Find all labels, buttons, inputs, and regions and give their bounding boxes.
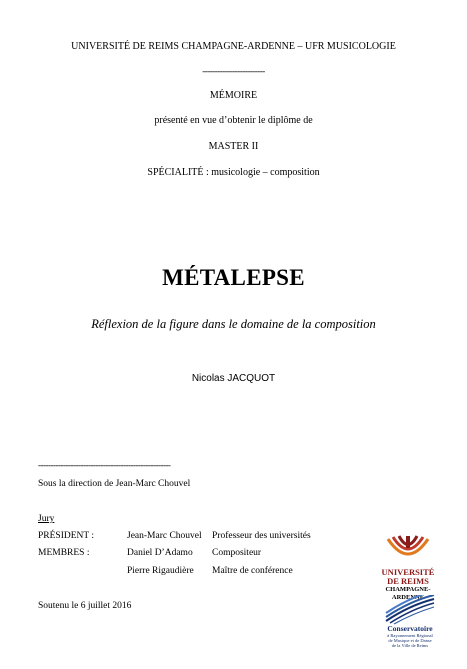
university-logo: [380, 535, 436, 601]
document-title: MÉTALEPSE: [162, 265, 305, 290]
thesis-type: MÉMOIRE: [209, 90, 258, 101]
jury-role-members: MEMBRES :: [38, 548, 90, 558]
thesis-speciality: SPÉCIALITÉ : musicologie – composition: [147, 167, 320, 178]
jury-name-member-1: Daniel D’Adamo: [127, 548, 193, 558]
defense-date: Soutenu le 6 juillet 2016: [38, 601, 132, 611]
university-emblem-icon: [380, 535, 436, 567]
conservatoire-line2: à Rayonnement Régional: [387, 633, 433, 638]
university-logo-line2: DE REIMS: [387, 576, 429, 586]
jury-role-president: PRÉSIDENT :: [38, 531, 95, 541]
jury-function-member-1: Compositeur: [212, 548, 262, 558]
direction-separator: -----------------------------------------------------: [38, 460, 171, 470]
university-logo-line1: UNIVERSITÉ: [381, 567, 435, 577]
thesis-degree: MASTER II: [208, 141, 259, 152]
jury-name-member-2: Pierre Rigaudière: [127, 566, 194, 576]
conservatoire-waves-icon: [380, 595, 440, 625]
jury-name-president: Jean-Marc Chouvel: [127, 531, 202, 541]
author-name: Nicolas JACQUOT: [191, 373, 276, 384]
university-logo-line3: CHAMPAGNE-ARDENNE: [385, 586, 431, 601]
jury-function-member-2: Maître de conférence: [212, 566, 293, 576]
conservatoire-line4: de la Ville de Reims: [391, 643, 429, 648]
conservatoire-name: Conservatoire: [387, 624, 433, 633]
jury-title: Jury: [38, 514, 55, 524]
direction-text: Sous la direction de Jean-Marc Chouvel: [38, 479, 191, 489]
document-subtitle: Réflexion de la figure dans le domaine de la composition: [91, 317, 376, 331]
header-separator: -------------------------: [202, 66, 265, 76]
thesis-purpose: présenté en vue d’obtenir le diplôme de: [154, 115, 313, 126]
jury-function-president: Professeur des universités: [212, 531, 311, 541]
university-header: UNIVERSITÉ DE REIMS CHAMPAGNE-ARDENNE – UFR MUSICOLOGIE: [71, 41, 396, 52]
conservatoire-logo: [380, 595, 442, 665]
conservatoire-line3: de Musique et de Danse: [388, 638, 432, 643]
